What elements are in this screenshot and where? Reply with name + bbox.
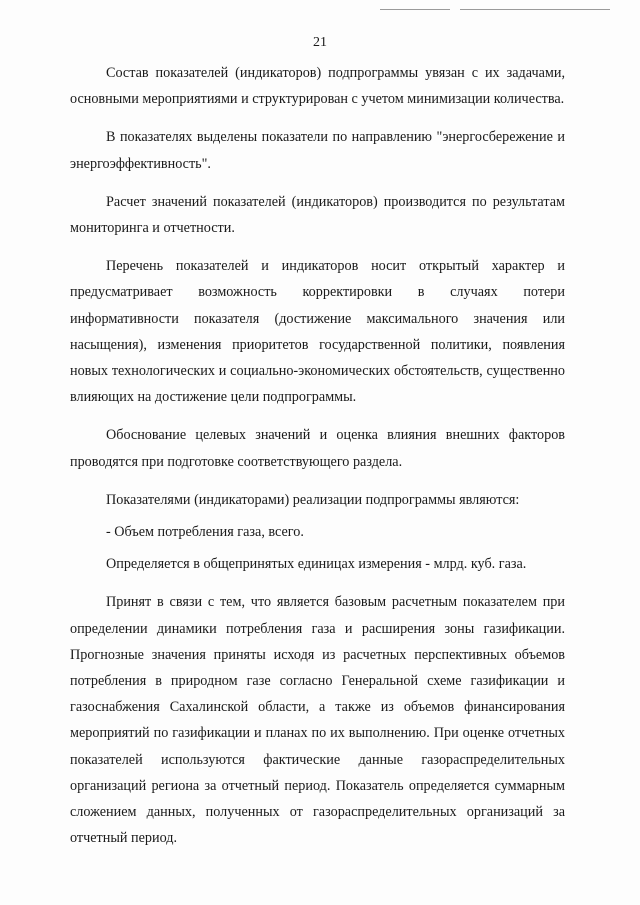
paragraph: Определяется в общепринятых единицах измерения - млрд. куб. газа. [106,556,527,573]
paragraph: Перечень показателей и индикаторов носит открытый характер и предусматривает возможность корректировки в случаях потери информативности показателя (достижение максимального значения или насыщения), изменения приоритетов государственной политики, появления новых технологических и социально-экономических обстоятельств, существенно влияющих на достижение цели подпрограммы. [70,258,565,406]
page-number: 21 [313,35,327,50]
paragraph: Состав показателей (индикаторов) подпрограммы увязан с их задачами, основными мероприятиями и структурирован с учетом минимизации количества. [70,65,565,108]
document-body [70,60,565,863]
scan-artifact-line [460,9,610,10]
paragraph: Принят в связи с тем, что является базовым расчетным показателем при определении динамики потребления газа и расширения зоны газификации. Прогнозные значения приняты исходя из расчетных перспективных объемов потребления в природном газе согласно Генеральной схеме газификации и газоснабжения Сахалинской области, а также из объемов финансирования мероприятий по газификации и планах по их выполнению. При оценке отчетных показателей используются фактические данные газораспределительных организаций региона за отчетный период. Показатель определяется суммарным сложением данных, полученных от газораспределительных организаций за отчетный период. [70,594,565,847]
scan-artifact-line [380,9,450,10]
paragraph: В показателях выделены показатели по направлению "энергосбережение и энергоэффективность". [70,129,565,172]
paragraph: Расчет значений показателей (индикаторов) производится по результатам мониторинга и отчетности. [70,193,565,237]
paragraph: Показателями (индикаторами) реализации подпрограммы являются: [106,491,520,508]
list-item: - Объем потребления газа, всего. [106,524,304,541]
paragraph: Обоснование целевых значений и оценка влияния внешних факторов проводятся при подготовке соответствующего раздела. [70,427,565,470]
